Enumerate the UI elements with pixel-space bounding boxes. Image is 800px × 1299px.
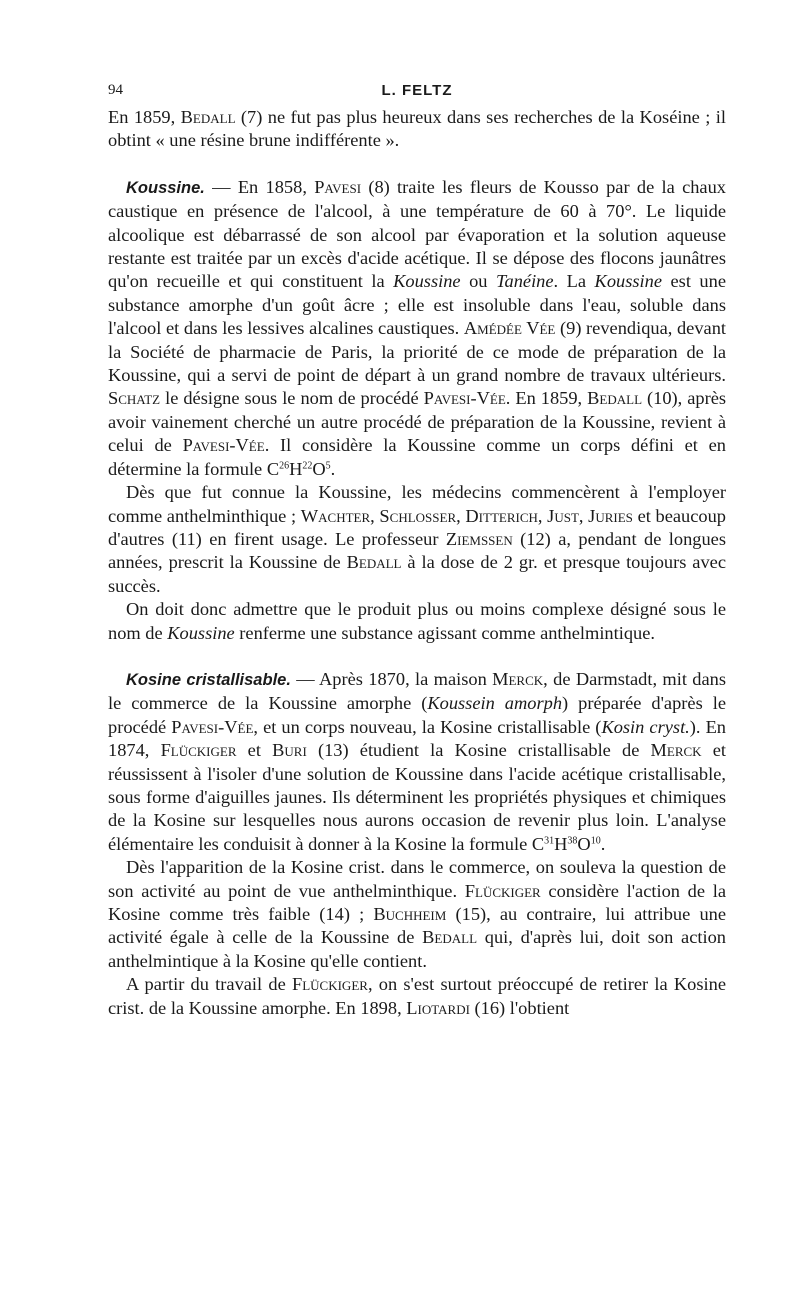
author-name: Pavesi-Vée — [182, 435, 265, 456]
running-head — [108, 82, 726, 104]
paragraph-extraction: A partir du travail de Flückiger, on s'est surtout préoccupé de retirer la Kosine crist. de la Koussine amorphe. En 1898, Liotardi (16) l'obtient — [108, 974, 726, 1018]
author-name: Bedall — [587, 388, 643, 409]
author-name: Bedall — [180, 107, 236, 127]
author-name: Buri — [272, 740, 307, 761]
author-name: Pavesi-Vée — [171, 716, 254, 737]
author-name: Pavesi-Vée — [423, 388, 506, 409]
chemical-formula: $C^{31}H^{38}O^{10}$ — [531, 833, 601, 854]
author-name: Schatz — [108, 388, 161, 409]
paragraph-bedall-koseine: En 1859, Bedall (7) ne fut pas plus heureux dans ses recherches de la Koséine ; il obtint « une résine brune indifférente ». — [108, 107, 726, 151]
author-name: Bedall — [346, 552, 402, 573]
running-title: L. FELTZ — [381, 82, 453, 99]
author-name: Ziemssen — [445, 528, 513, 549]
section-heading-koussine: Koussine. — [126, 178, 205, 197]
paragraph-kosine-cristallisable: Kosine cristallisable. — Après 1870, la maison Merck, de Darmstadt, mit dans le commerce de la Koussine amorphe (Koussein amorph) préparée d'après le procédé Pavesi-Vée, et un corps nouveau, la Kosine cristallisable (Kosin cryst.). En 1874, Flückiger et Buri (13) étudient la Kosine cristallisable de Merck et réussissent à l'isoler d'une solution de Koussine dans l'acide acétique cristallisable, sous forme d'aiguilles jaunes. Ils déterminent les propriétés physiques et chimiques de la Kosine sur lesquelles nous aurons occasion de revenir plus loin. L'analyse élémentaire les conduisit à donner à la Kosine la formule $C^{31}H^{38}O^{10}$. — [108, 668, 727, 854]
author-name: Bedall — [422, 927, 478, 948]
book-page — [108, 82, 726, 1020]
section-heading-kosine: Kosine cristallisable. — [126, 670, 291, 689]
author-name: Amédée Vée — [463, 318, 556, 339]
paragraph-medical-use: Dès que fut connue la Koussine, les médecins commencèrent à l'employer comme anthelminthique ; Wachter, Schlosser, Ditterich, Just, Juries et beaucoup d'autres (11) en firent usage. Le professeur Ziemssen (12) a, pendant de longues années, prescrit la Koussine de Bedall à la dose de 2 gr. et presque toujours avec succès. — [108, 482, 726, 596]
paragraph-activity-debate: Dès l'apparition de la Kosine crist. dans le commerce, on souleva la question de son activité au point de vue anthelminthique. Flückiger considère l'action de la Kosine comme très faible (14) ; Buchheim (15), au contraire, lui attribue une activité égale à celle de la Koussine de Bedall qui, d'après lui, doit son action anthelmintique à la Kosine qu'elle contient. — [108, 857, 726, 971]
author-name: Flückiger — [291, 974, 368, 995]
paragraph-koussine: Koussine. — En 1858, Pavesi (8) traite les fleurs de Kousso par de la chaux caustique en présence de l'alcool, à une température de 60 à 70°. Le liquide alcoolique est débarrassé de son alcool par évaporation et la solution aqueuse restante est traitée par un excès d'acide acétique. Il se dépose des flocons jaunâtres qu'on recueille et qui constituent la Koussine ou Tanéine. La Koussine est une substance amorphe d'un goût âcre ; elle est insoluble dans l'eau, soluble dans l'alcool et dans les lessives alcalines caustiques. Amédée Vée (9) revendiqua, devant la Société de pharmacie de Paris, la priorité de ce mode de préparation de la Koussine, qui a servi de point de départ à un grand nombre de travaux ultérieurs. Schatz le désigne sous le nom de procédé Pavesi-Vée. En 1859, Bedall (10), après avoir vainement cherché un autre procédé de préparation de la Koussine, revient à celui de Pavesi-Vée. Il considère la Koussine comme un corps défini et en détermine la formule $C^{26}H^{22}O^5$. — [108, 176, 727, 479]
author-name: Merck — [650, 740, 702, 761]
author-names: Wachter, Schlosser, Ditterich, Just, Juries — [300, 505, 633, 526]
page-number: 94 — [108, 82, 123, 98]
author-name: Merck — [492, 668, 544, 689]
author-name: Flückiger — [160, 740, 237, 761]
chemical-formula: $C^{26}H^{22}O^5$ — [266, 458, 331, 479]
paragraph-conclusion: On doit donc admettre que le produit plus ou moins complexe désigné sous le nom de Koussine renferme une substance agissant comme anthelmintique. — [108, 599, 726, 643]
author-name: Flückiger — [464, 880, 541, 901]
author-name: Buchheim — [373, 904, 447, 924]
author-name: Pavesi — [314, 176, 362, 197]
author-name: Liotardi — [406, 997, 470, 1018]
